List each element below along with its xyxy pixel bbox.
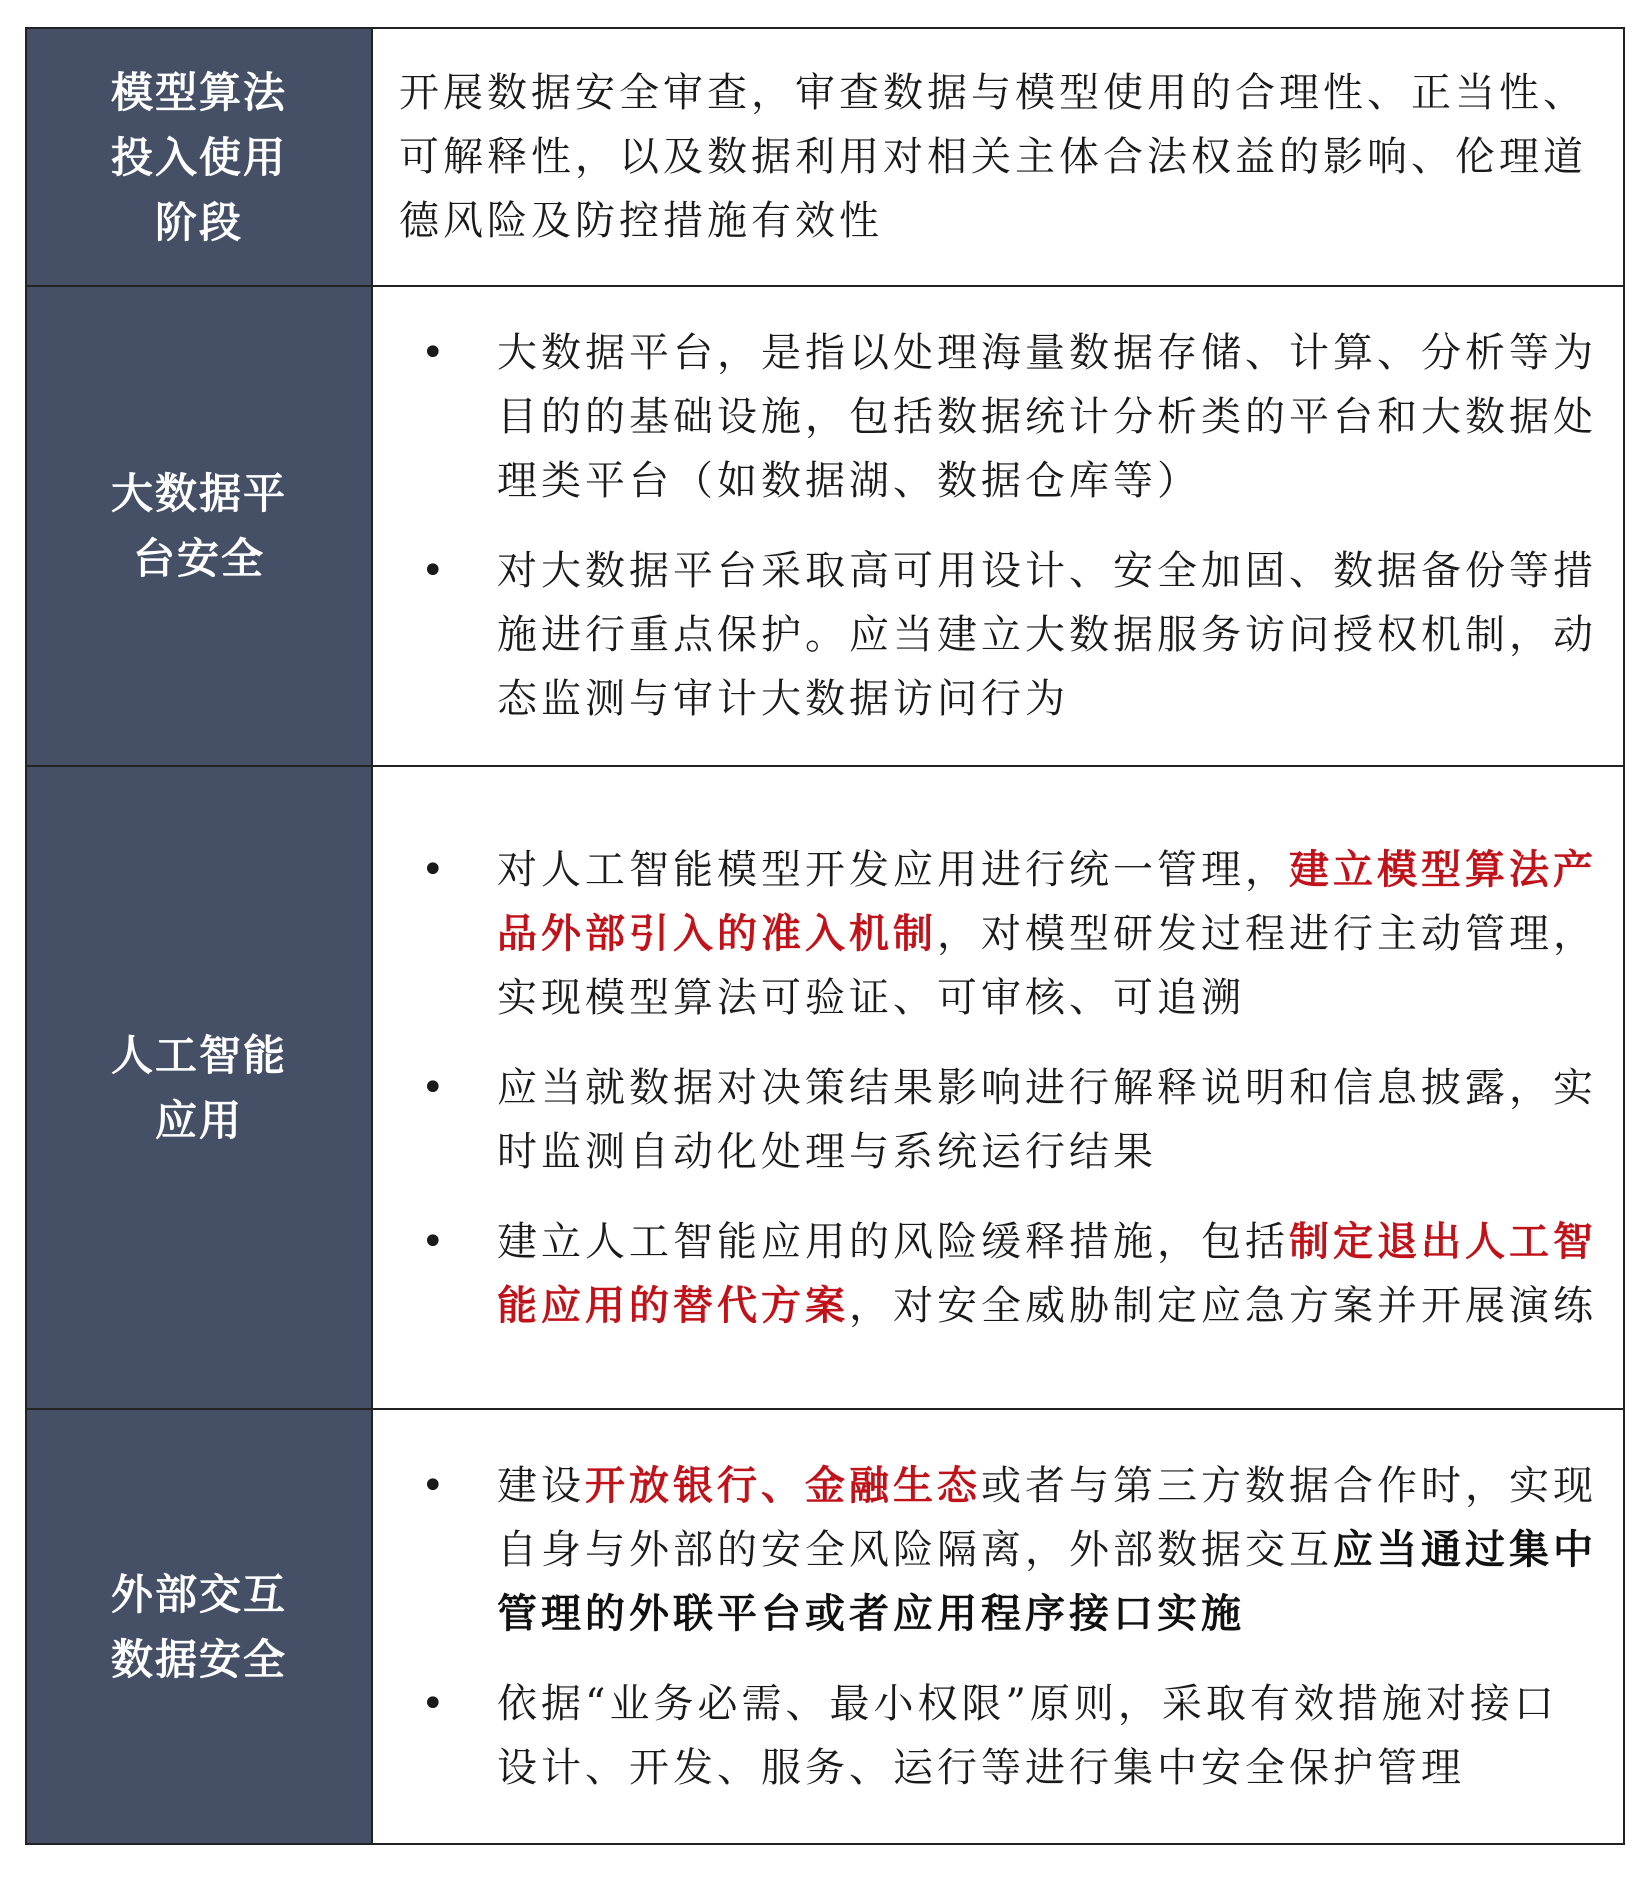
row-paragraph: 开展数据安全审查，审查数据与模型使用的合理性、正当性、可解释性，以及数据利用对相关主体合法权益的影响、伦理道德风险及防控措施有效性 [399, 70, 1587, 244]
bullet-icon: • [421, 1462, 449, 1509]
row-label-external-interaction [26, 1409, 372, 1844]
row-label-model-algorithm [26, 28, 372, 286]
row-label-line: 外部交互 [110, 1569, 287, 1619]
bullet-text: 对大数据平台采取高可用设计、安全加固、数据备份等措施进行重点保护。应当建立大数据服务访问授权机制，动态监测与审计大数据访问行为 [497, 548, 1597, 722]
bullet-list [397, 1454, 1601, 1800]
bullet-icon: • [421, 846, 449, 893]
bullet-item [397, 1210, 1601, 1338]
bullet-item [397, 838, 1601, 1030]
bullet-highlight-text: 制定退出人工智能应用的替代方案 [497, 1217, 1597, 1329]
bullet-icon: • [421, 1680, 449, 1727]
bullet-icon: • [421, 330, 449, 376]
bullet-text: 或者与第三方数据合作时，实现自身与外部的安全风险隔离，外部数据交互 [497, 1462, 1597, 1573]
bullet-text: 建立人工智能应用的风险缓释措施，包括 [497, 1218, 1289, 1265]
bullet-item [397, 1454, 1601, 1646]
table-row-big-data-platform [26, 286, 1624, 766]
bullet-item [397, 539, 1601, 731]
row-label-ai-application [26, 766, 372, 1409]
table-row-ai-application [26, 766, 1624, 1409]
bullet-bold-text: 应当通过集中管理的外联平台或者应用程序接口实施 [497, 1525, 1597, 1637]
bullet-icon: • [421, 1064, 449, 1111]
security-requirements-table [25, 27, 1625, 1845]
row-content-ai-application [372, 766, 1624, 1409]
bullet-text: 对人工智能模型开发应用进行统一管理， [497, 846, 1289, 893]
bullet-item [397, 1672, 1601, 1800]
row-label-line: 人工智能 [110, 1030, 287, 1080]
bullet-text: 应当就数据对决策结果影响进行解释说明和信息披露，实时监测自动化处理与系统运行结果 [497, 1064, 1597, 1175]
bullet-text: 依据“业务必需、最小权限”原则，采取有效措施对接口设计、开发、服务、运行等进行集中安全保护管理 [497, 1680, 1558, 1791]
bullet-icon: • [421, 548, 449, 594]
row-label-line: 投入使用 [110, 132, 287, 182]
row-label-line: 模型算法 [110, 67, 287, 117]
bullet-list [397, 321, 1601, 731]
row-content-model-algorithm [372, 28, 1624, 286]
bullet-highlight-text: 开放银行、金融生态 [585, 1461, 981, 1509]
bullet-text: ，对安全威胁制定应急方案并开展演练 [849, 1282, 1597, 1329]
table-row-external-interaction [26, 1409, 1624, 1844]
bullet-highlight-text: 建立模型算法产品外部引入的准入机制 [497, 845, 1597, 957]
row-label-line: 大数据平 [110, 469, 287, 518]
row-content-external-interaction [372, 1409, 1624, 1844]
row-label-line: 阶段 [154, 197, 243, 247]
bullet-item [397, 321, 1601, 513]
bullet-item [397, 1056, 1601, 1184]
row-label-line: 数据安全 [110, 1634, 287, 1684]
row-label-big-data-platform [26, 286, 372, 766]
bullet-text: 建设 [497, 1462, 585, 1509]
row-label-line: 台安全 [132, 534, 265, 583]
bullet-icon: • [421, 1218, 449, 1265]
row-content-big-data-platform [372, 286, 1624, 766]
bullet-text: ，对模型研发过程进行主动管理，实现模型算法可验证、可审核、可追溯 [497, 910, 1597, 1021]
table-row-model-algorithm [26, 28, 1624, 286]
bullet-list [397, 838, 1601, 1338]
bullet-text: 大数据平台，是指以处理海量数据存储、计算、分析等为目的的基础设施，包括数据统计分析类的平台和大数据处理类平台（如数据湖、数据仓库等） [497, 330, 1597, 504]
row-label-line: 应用 [154, 1095, 243, 1145]
